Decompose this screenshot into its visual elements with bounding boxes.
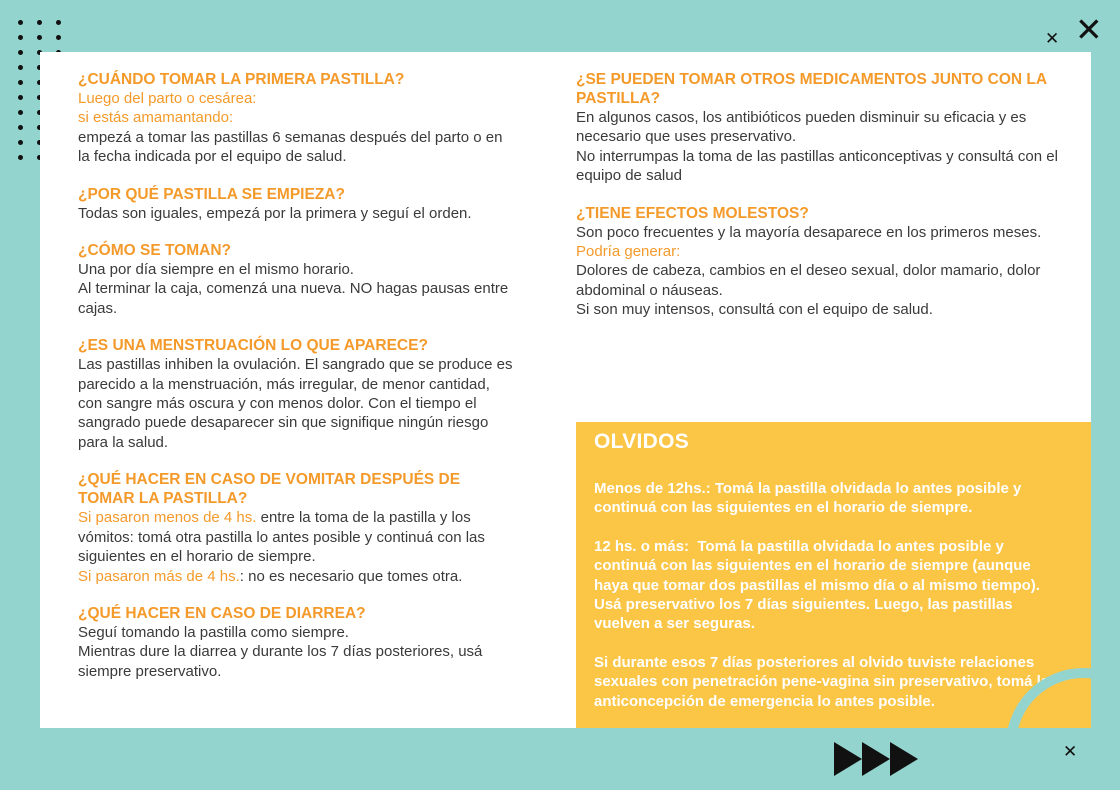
body-text: Todas son iguales, empezá por la primera y seguí el orden. [78, 204, 472, 222]
section-heading: ¿CÓMO SE TOMAN? [78, 242, 231, 260]
body-text: Son poco frecuentes y la mayoría desaparece en los primeros meses. [576, 223, 1042, 241]
body-text: Al terminar la caja, comenzá una nueva. NO hagas pausas entre cajas. [78, 280, 509, 317]
olvidos-paragraph [594, 479, 1064, 518]
olvidos-title: OLVIDOS [594, 430, 690, 453]
highlight-text: Si pasaron más de 4 hs. [78, 567, 240, 585]
body-text: Las pastillas inhiben la ovulación. El sangrado que se produce es parecido a la menstruación, más irregular, de menor cantidad, con sangre más oscura y con menos dolor. Con el tiempo el sangrado puede desaparecer sin que signifique ningún riesgo para la salud. [78, 356, 513, 451]
olvidos-paragraph: Si durante esos 7 días posteriores al olvido tuviste relaciones sexuales con penetración pene-vagina sin preservativo, tomá la anticoncepción de emergencia lo antes posible. [594, 653, 1050, 710]
info-card [40, 52, 1091, 728]
olvidos-panel [576, 422, 1091, 728]
body-text: Una por día siempre en el mismo horario. [78, 261, 354, 279]
olvidos-paragraph [594, 537, 1064, 634]
olvidos-body [594, 479, 1064, 728]
x-bottom-icon: ✕ [1063, 742, 1078, 762]
section-first-pill [78, 70, 518, 167]
x-small-icon: ✕ [1045, 29, 1060, 49]
body-text: Dolores de cabeza, cambios en el deseo sexual, dolor mamario, dolor abdominal o náuseas. [576, 262, 1041, 299]
section-heading: ¿QUÉ HACER EN CASO DE DIARREA? [78, 604, 366, 622]
section-menstruation [78, 336, 518, 452]
body-text: Seguí tomando la pastilla como siempre. [78, 623, 349, 641]
section-heading: ¿QUÉ HACER EN CASO DE VOMITAR DESPUÉS DE TOMAR LA PASTILLA? [78, 471, 461, 508]
olvidos-text: Tomá la pastilla olvidada lo antes posible y continuá con las siguientes en el horario de siempre. [594, 480, 1022, 517]
body-text-inline: entre la toma de la pastilla y los vómitos: tomá otra pastilla lo antes posible y continuá con las siguientes en el horario de siempre. [78, 509, 485, 566]
section-heading: ¿POR QUÉ PASTILLA SE EMPIEZA? [78, 185, 345, 203]
body-text: empezá a tomar las pastillas 6 semanas después del parto o en la fecha indicada por el equipo de salud. [78, 128, 503, 166]
olvidos-label: 12 hs. o más: [594, 537, 690, 555]
highlight-text: si estás amamantando: [78, 109, 234, 127]
olvidos-text: Tomá la pastilla olvidada lo antes posible y continuá con las siguientes en el horario de siempre (aunque haya que tomar dos pastillas el mismo día o al mismo tiempo). Usá preservativo los 7 días siguientes. Luego, las pastillas vuelven a ser seguras. [594, 537, 1045, 633]
x-large-icon: ✕ [1075, 10, 1103, 49]
section-heading: ¿TIENE EFECTOS MOLESTOS? [576, 204, 809, 222]
body-text [78, 567, 518, 586]
section-heading: ¿ES UNA MENSTRUACIÓN LO QUE APARECE? [78, 337, 428, 355]
left-column [78, 70, 518, 699]
section-other-medications [576, 70, 1066, 186]
section-vomiting [78, 470, 518, 586]
section-heading: ¿SE PUEDEN TOMAR OTROS MEDICAMENTOS JUNTO CON LA PASTILLA? [576, 71, 1047, 107]
section-heading: ¿CUÁNDO TOMAR LA PRIMERA PASTILLA? [78, 71, 405, 88]
body-text: No interrumpas la toma de las pastillas anticonceptivas y consultá con el equipo de salud [576, 147, 1058, 185]
right-column [576, 70, 1066, 338]
section-diarrhea [78, 604, 518, 681]
body-text: Mientras dure la diarrea y durante los 7 días posteriores, usá siempre preservativo. [78, 643, 483, 680]
highlight-text: Podría generar: [576, 243, 681, 261]
section-how-to-take [78, 241, 518, 318]
body-text: En algunos casos, los antibióticos pueden disminuir su eficacia y es necesario que uses preservativo. [576, 109, 1027, 146]
section-which-pill [78, 185, 518, 223]
highlight-text: Si pasaron menos de 4 hs. [78, 509, 257, 527]
body-text-inline: : no es necesario que tomes otra. [239, 567, 463, 585]
body-text: Si son muy intensos, consultá con el equipo de salud. [576, 301, 933, 319]
olvidos-label: Menos de 12hs.: [594, 480, 711, 497]
highlight-text: Luego del parto o cesárea: [78, 90, 257, 107]
body-text [78, 508, 518, 566]
triple-arrow-icon [834, 742, 920, 776]
section-side-effects [576, 204, 1066, 320]
